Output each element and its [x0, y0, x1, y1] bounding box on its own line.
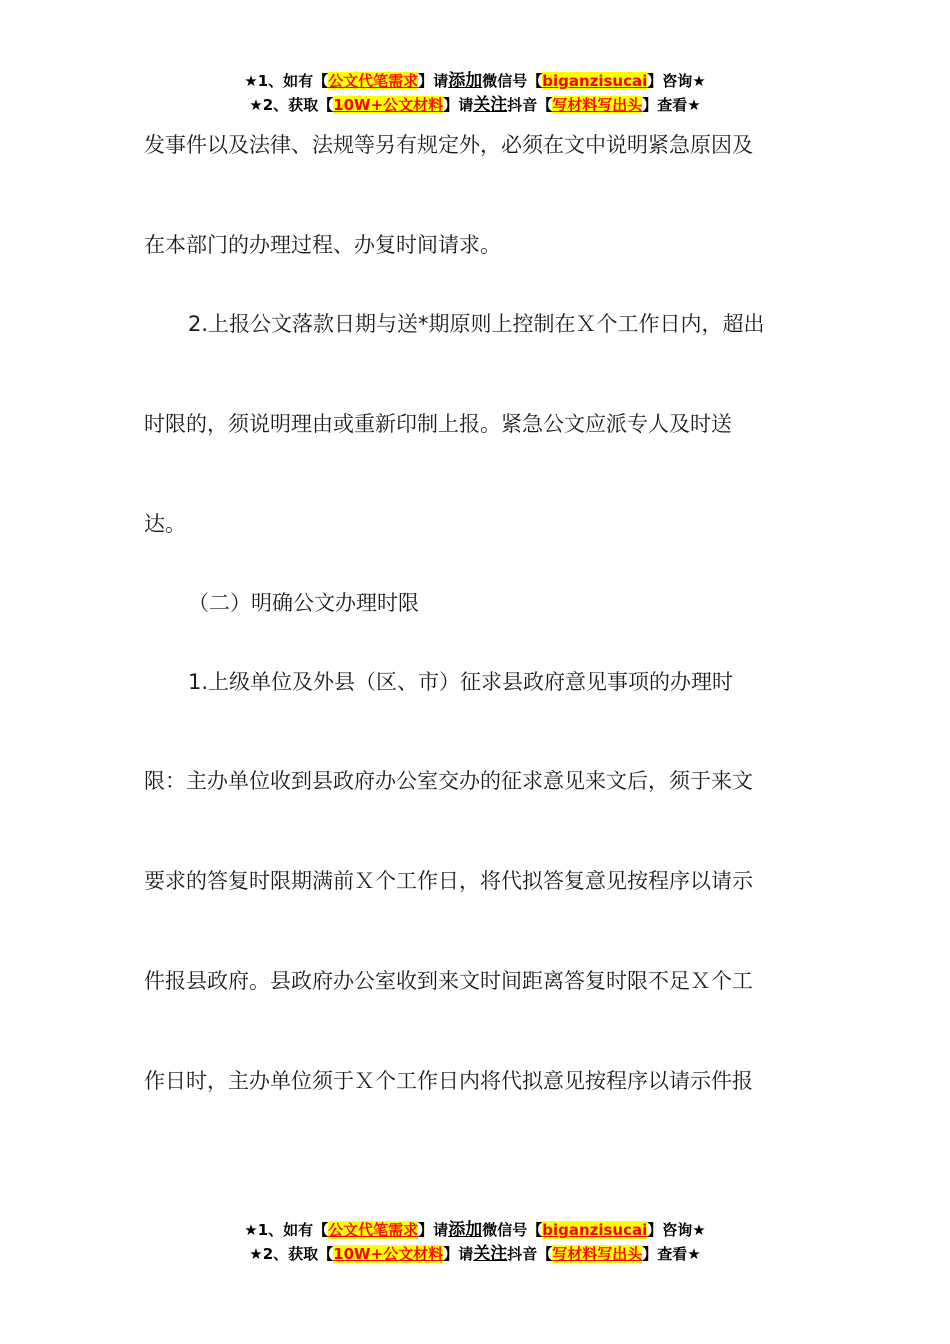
banner-text: ★1、如有【 [244, 72, 329, 90]
banner-highlight: 公文代笔需求 [328, 72, 419, 90]
body-line: 要求的答复时限期满前Ｘ个工作日，将代拟答复意见按程序以请示 [144, 869, 753, 893]
body-line: 发事件以及法律、法规等另有规定外，必须在文中说明紧急原因及 [144, 133, 753, 157]
section-heading: （二）明确公文办理时限 [188, 591, 419, 615]
banner-text: 】请 [418, 1221, 449, 1239]
body-line: 达。 [144, 512, 186, 536]
banner-text: 抖音【 [507, 1245, 553, 1263]
banner-text: ★2、获取【 [249, 1245, 334, 1263]
banner-text: 抖音【 [507, 96, 553, 114]
banner-text: 】咨询★ [647, 1221, 706, 1239]
body-line: 作日时，主办单位须于Ｘ个工作日内将代拟意见按程序以请示件报 [144, 1069, 753, 1093]
banner-text: 】查看★ [642, 1245, 701, 1263]
banner-highlight: biganzisucai [542, 1221, 648, 1239]
banner-emphasis: 关注 [473, 95, 508, 115]
banner-highlight: 写材料写出头 [552, 96, 643, 114]
banner-line-1 [0, 1218, 950, 1242]
body-line: 2.上报公文落款日期与送*期原则上控制在Ｘ个工作日内，超出 [188, 312, 765, 336]
body-line: 件报县政府。县政府办公室收到来文时间距离答复时限不足Ｘ个工 [144, 969, 753, 993]
banner-highlight: 公文代笔需求 [328, 1221, 419, 1239]
body-line: 时限的，须说明理由或重新印制上报。紧急公文应派专人及时送 [144, 412, 732, 436]
body-line: 1.上级单位及外县（区、市）征求县政府意见事项的办理时 [188, 670, 734, 694]
banner-highlight: 10W+公文材料 [333, 1245, 444, 1263]
banner-highlight: 10W+公文材料 [333, 96, 444, 114]
banner-emphasis: 添加 [448, 71, 483, 91]
banner-text: ★1、如有【 [244, 1221, 329, 1239]
banner-text: 微信号【 [482, 1221, 543, 1239]
banner-text: 】查看★ [642, 96, 701, 114]
banner-line-2 [0, 1242, 950, 1266]
banner-highlight: biganzisucai [542, 72, 648, 90]
banner-text: 】请 [443, 96, 474, 114]
banner-text: 】请 [443, 1245, 474, 1263]
banner-text: 】咨询★ [647, 72, 706, 90]
body-line: 限：主办单位收到县政府办公室交办的征求意见来文后，须于来文 [144, 769, 753, 793]
banner-text: 】请 [418, 72, 449, 90]
banner-emphasis: 关注 [473, 1244, 508, 1264]
body-line: 在本部门的办理过程、办复时间请求。 [144, 233, 501, 257]
banner-text: 微信号【 [482, 72, 543, 90]
banner-emphasis: 添加 [448, 1220, 483, 1240]
footer-banner [0, 1218, 950, 1266]
banner-text: ★2、获取【 [249, 96, 334, 114]
banner-highlight: 写材料写出头 [552, 1245, 643, 1263]
